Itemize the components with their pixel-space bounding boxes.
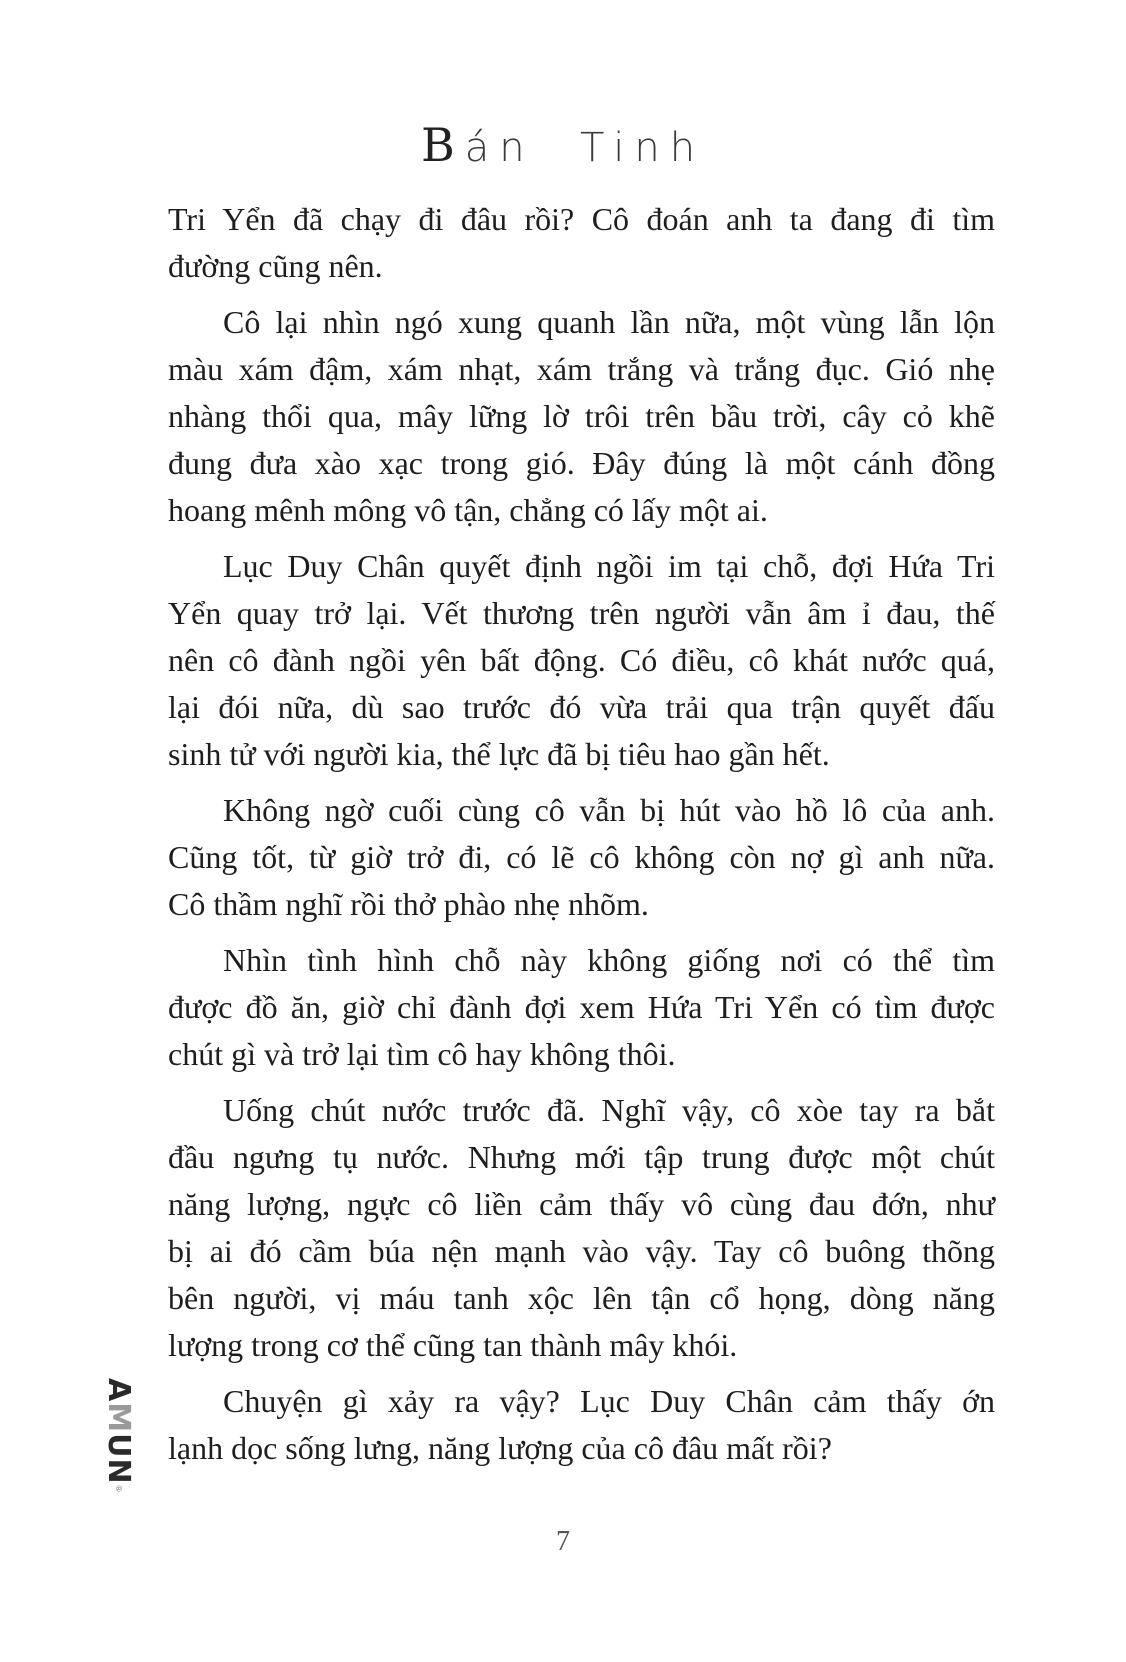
running-header	[0, 118, 1126, 175]
text-line: lượng trong cơ thể cũng tan thành mây khói.	[168, 1327, 738, 1363]
paragraph	[168, 299, 995, 534]
paragraph	[168, 787, 995, 928]
text-line: Yển quay trở lại. Vết thương trên người vẫn âm ỉ đau, thế	[168, 595, 995, 631]
header-title: án Tinh	[464, 125, 706, 171]
text-line: nên cô đành ngồi yên bất động. Có điều, cô khát nước quá,	[168, 642, 995, 678]
text-line: đường cũng nên.	[168, 248, 383, 284]
text-line: Chuyện gì xảy ra vậy? Lục Duy Chân cảm thấy ớn	[223, 1383, 995, 1419]
paragraph	[168, 1378, 995, 1472]
paragraph	[168, 196, 995, 290]
text-line: năng lượng, ngực cô liền cảm thấy vô cùng đau đớn, như	[168, 1186, 995, 1222]
text-line: nhàng thổi qua, mây lững lờ trôi trên bầu trời, cây cỏ khẽ	[168, 398, 995, 434]
text-line: Uống chút nước trước đã. Nghĩ vậy, cô xòe tay ra bắt	[223, 1092, 995, 1128]
text-line: Không ngờ cuối cùng cô vẫn bị hút vào hồ lô của anh.	[223, 792, 995, 828]
header-title-initial: B	[420, 118, 465, 172]
text-line: Tri Yển đã chạy đi đâu rồi? Cô đoán anh ta đang đi tìm	[168, 201, 995, 237]
text-line: đung đưa xào xạc trong gió. Đây đúng là một cánh đồng	[168, 445, 995, 481]
paragraph	[168, 543, 995, 778]
text-line: sinh tử với người kia, thể lực đã bị tiêu hao gần hết.	[168, 736, 830, 772]
text-line: Cũng tốt, từ giờ trở đi, có lẽ cô không còn nợ gì anh nữa.	[168, 839, 995, 875]
page-number: 7	[556, 1526, 570, 1557]
registered-mark: ®	[114, 1484, 123, 1494]
text-line: lạnh dọc sống lưng, năng lượng của cô đâu mất rồi?	[168, 1430, 832, 1466]
text-line: đầu ngưng tụ nước. Nhưng mới tập trung được một chút	[168, 1139, 995, 1175]
text-line: Cô thầm nghĩ rồi thở phào nhẹ nhõm.	[168, 886, 649, 922]
logo-letter: A	[101, 1378, 136, 1403]
paragraph	[168, 937, 995, 1078]
logo-letter: UN	[101, 1433, 136, 1485]
text-line: bị ai đó cầm búa nện mạnh vào vậy. Tay cô buông thõng	[168, 1233, 995, 1269]
logo-letter: M	[101, 1402, 136, 1434]
text-line: Nhìn tình hình chỗ này không giống nơi có thể tìm	[223, 942, 995, 978]
text-line: bên người, vị máu tanh xộc lên tận cổ họng, dòng năng	[168, 1280, 995, 1316]
paragraph	[168, 1087, 995, 1369]
body-text	[168, 196, 995, 1481]
text-line: Cô lại nhìn ngó xung quanh lần nữa, một vùng lẫn lộn	[223, 304, 995, 340]
publisher-logo	[100, 1378, 136, 1494]
text-line: được đồ ăn, giờ chỉ đành đợi xem Hứa Tri Yển có tìm được	[168, 989, 995, 1025]
text-line: hoang mênh mông vô tận, chẳng có lấy một ai.	[168, 492, 768, 528]
text-line: chút gì và trở lại tìm cô hay không thôi.	[168, 1036, 676, 1072]
text-line: lại đói nữa, dù sao trước đó vừa trải qua trận quyết đấu	[168, 689, 995, 725]
text-line: Lục Duy Chân quyết định ngồi im tại chỗ, đợi Hứa Tri	[223, 548, 995, 584]
text-line: màu xám đậm, xám nhạt, xám trắng và trắng đục. Gió nhẹ	[168, 351, 995, 387]
